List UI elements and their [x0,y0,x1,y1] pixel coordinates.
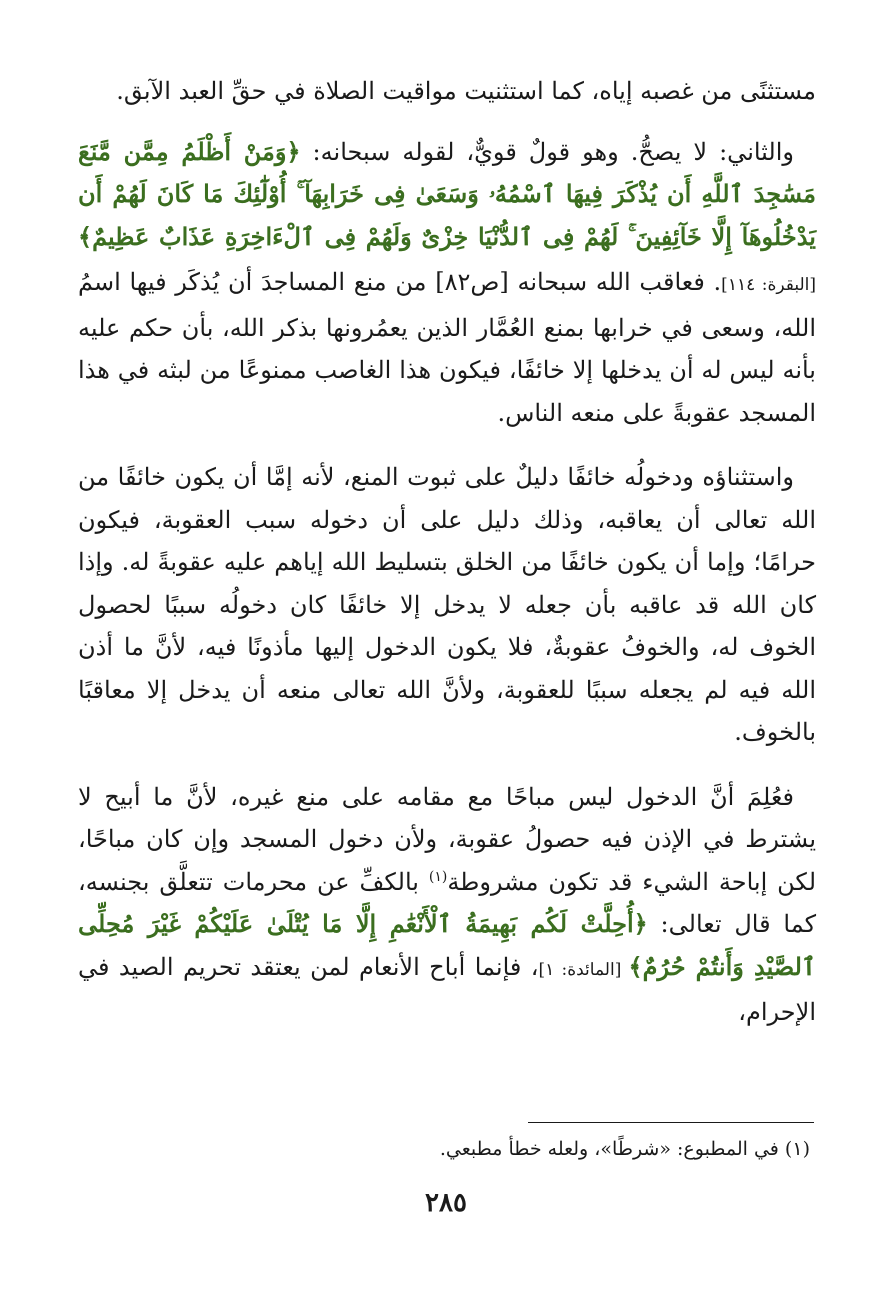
paragraph [78,70,816,113]
paragraph-text: ، فإنما أباح الأنعام لمن يعتقد تحريم الصيد في الإحرام، [78,952,816,1026]
verse-reference: [البقرة: ١١٤] [721,275,817,295]
verse-reference: [المائدة: ١] [538,959,629,980]
paragraph-text: مستثنًى من غصبه إياه، كما استثنيت مواقيت الصلاة في حقِّ العبد الآبق. [116,77,816,105]
footnote: (١) في المطبوع: «شرطًا»، ولعله خطأ مطبعي. [439,1138,810,1160]
paragraph-text: واستثناؤه ودخولُه خائفًا دليلٌ على ثبوت المنع، لأنه إمَّا أن يكون خائفًا من الله تعالى أن يعاقبه، وذلك دليل على أن دخوله سبب العقوبة، فيكون حرامًا؛ وإما أن يكون خائفًا من الخلق بتسليط الله إياهم عليه عقوبةً له. وإذا كان الله قد عاقبه بأن جعله لا يدخل إلا خائفًا كان دخولُه سببًا لحصول الخوف له، والخوفُ عقوبةٌ، فلا يكون الدخول إليها مأذونًا فيه، لأنَّ ما أذن الله فيه لم يجعله سببًا للعقوبة، ولأنَّ الله تعالى منعه أن يدخل إلا معاقبًا بالخوف. [78,463,816,746]
paragraph-text: بالكفِّ عن محرمات تتعلَّق بجنسه، كما قال تعالى: [78,867,816,938]
paragraph [78,131,816,435]
footnote-marker: (١) [428,868,448,885]
page-number: ٢٨٥ [425,1188,467,1218]
page-body [78,70,816,1056]
quran-verse: ﴿وَمَنْ أَظْلَمُ مِمَّن مَّنَعَ مَسَٰجِدَ ٱللَّهِ أَن يُذْكَرَ فِيهَا ٱسْمُهُۥ وَسَعَىٰ فِى خَرَابِهَآ ۚ أُوْلَٰٓئِكَ مَا كَانَ لَهُمْ أَن يَدْخُلُوهَآ إِلَّا خَآئِفِينَ ۚ لَهُمْ فِى ٱلدُّنْيَا خِزْىٌ وَلَهُمْ فِى ٱلْءَاخِرَةِ عَذَابٌ عَظِيمٌ﴾ [78,136,816,251]
quran-verse: ﴿أُحِلَّتْ لَكُم بَهِيمَةُ ٱلْأَنْعَٰمِ إِلَّا مَا يُتْلَىٰ عَلَيْكُمْ غَيْرَ مُحِلِّى ٱلصَّيْدِ وَأَنتُمْ حُرُمٌ﴾ [78,909,816,981]
paragraph-text: فعُلِمَ أنَّ الدخول ليس مباحًا مع مقامه على منع غيره، لأنَّ ما أبيح لا يشترط في الإذن فيه حصولُ عقوبة، ولأن دخول المسجد وإن كان مباحًا، لكن إباحة الشيء قد تكون مشروطة [78,782,816,896]
paragraph [78,456,816,754]
paragraph-text: والثاني: لا يصحُّ. وهو قولٌ قويٌّ، لقوله سبحانه: [300,137,794,166]
paragraph [78,776,816,1034]
footnote-divider [528,1122,814,1123]
paragraph-text: . فعاقب الله سبحانه [ص٨٢] من منع المساجدَ أن يُذكَر فيها اسمُ الله، وسعى في خرابها بمنع العُمَّار الذين يعمُرونها بذكر الله، بأن حكم عليه بأنه ليس له أن يدخلها إلا خائفًا، فيكون هذا الغاصب ممنوعًا من لبثه في هذا المسجد عقوبةً على منعه الناس. [78,268,816,427]
